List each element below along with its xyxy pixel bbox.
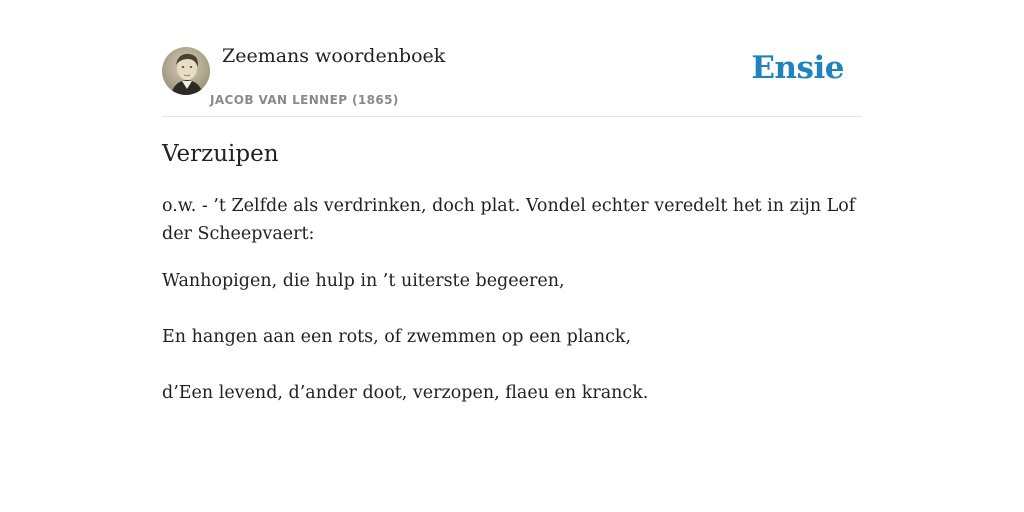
quote-block (162, 267, 862, 435)
headword: Verzuipen (162, 141, 279, 167)
author-avatar[interactable] (162, 47, 210, 95)
quote-line: Wanhopigen, die hulp in ’t uiterste begeeren, (162, 271, 565, 291)
dictionary-author: JACOB VAN LENNEP (1865) (210, 93, 399, 107)
dictionary-title[interactable]: Zeemans woordenboek (222, 45, 446, 67)
definition-text: o.w. - ’t Zelfde als verdrinken, doch plat. Vondel echter veredelt het in zijn Lof der Scheepvaert: (162, 196, 856, 244)
portrait-icon (162, 47, 210, 95)
dictionary-header (162, 40, 862, 117)
ensie-logo[interactable]: Ensie (751, 50, 844, 86)
quote-line: En hangen aan een rots, of zwemmen op een planck, (162, 327, 632, 347)
entry-content (162, 138, 862, 435)
quote-line: d’Een levend, d’ander doot, verzopen, flaeu en kranck. (162, 383, 649, 403)
